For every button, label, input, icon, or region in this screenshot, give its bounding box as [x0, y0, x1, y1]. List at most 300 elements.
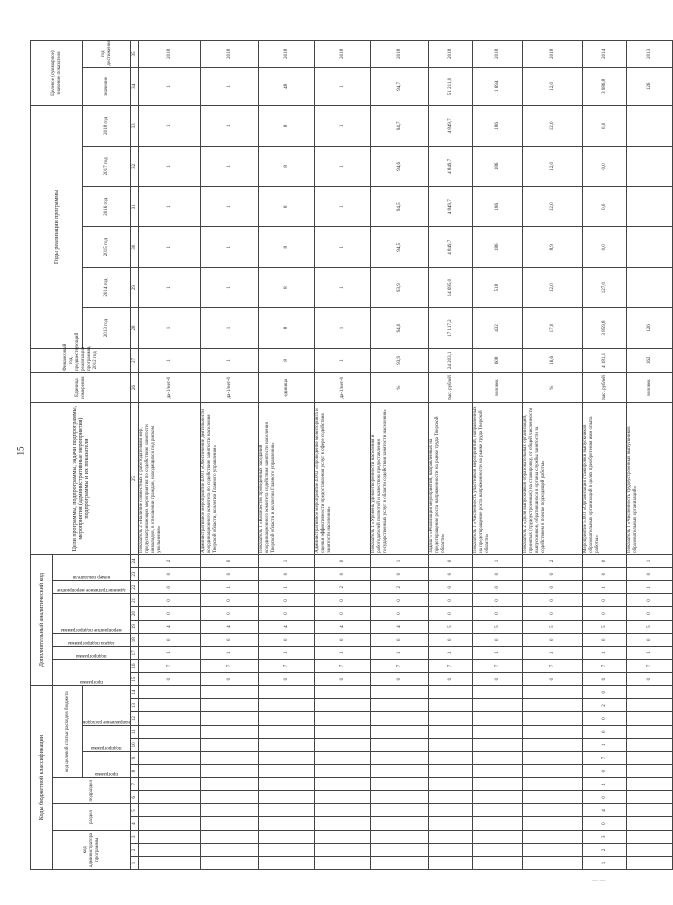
y2015-cell: 1 — [201, 227, 259, 267]
indicator-name-cell: Задача 5 «Реализация мероприятий, направленных на предотвращение роста напряженности на рынке труда Тверской области» — [429, 403, 473, 555]
header-extra-event: мероприятие подпрограммы — [53, 594, 131, 633]
header-extra-task: задача подпрограммы — [53, 633, 131, 646]
code-cell: 0 — [583, 686, 627, 699]
fin-cell: 1 — [139, 348, 201, 372]
code-cell: 1 — [315, 646, 371, 659]
column-index-cell: 9 — [131, 751, 139, 764]
code-cell: 0 — [627, 594, 673, 607]
y2014-cell: 1 — [139, 267, 201, 307]
header-extra-program: программа — [53, 659, 131, 685]
code-cell — [627, 778, 673, 791]
y2013-cell: 126 — [627, 308, 673, 348]
code-cell: 1 — [201, 646, 259, 659]
code-cell: 1 — [583, 778, 627, 791]
header-year-2013: 2013 год — [83, 308, 131, 348]
column-index-cell: 4 — [131, 817, 139, 830]
code-cell: 0 — [259, 594, 315, 607]
code-cell — [523, 791, 583, 804]
target-cell: 3 986,8 — [583, 67, 627, 105]
code-cell: 1 — [259, 646, 315, 659]
code-cell: 0 — [627, 673, 673, 686]
target-year-cell: 2018 — [201, 41, 259, 68]
code-cell — [259, 751, 315, 764]
code-cell — [523, 817, 583, 830]
unit-cell: да-1/нет-0 — [315, 372, 371, 402]
y2016-cell: 12,0 — [523, 187, 583, 227]
code-cell — [139, 738, 201, 751]
y2016-cell: 4 849,7 — [429, 187, 473, 227]
target-cell: 1 — [201, 67, 259, 105]
code-cell: 0 — [429, 594, 473, 607]
code-cell: 0 — [259, 633, 315, 646]
column-index-cell: 20 — [131, 607, 139, 620]
code-cell — [259, 699, 315, 712]
table-row — [201, 41, 259, 870]
code-cell — [429, 804, 473, 817]
column-index-cell: 28 — [131, 308, 139, 348]
code-cell — [627, 817, 673, 830]
code-cell: 1 — [583, 856, 627, 869]
y2017-cell: 4 849,7 — [429, 146, 473, 186]
code-cell: 0 — [473, 581, 523, 594]
code-cell: 1 — [259, 554, 315, 567]
y2017-cell: 12,0 — [523, 146, 583, 186]
code-cell: 1 — [473, 554, 523, 567]
code-cell — [371, 686, 429, 699]
code-cell: 0 — [627, 568, 673, 581]
indicator-name-cell: Показатель 1 «Уровень удовлетворенности населения и работодателей полнотой и качеством предоставления государственных услуг в области содействия занятости населения» — [371, 403, 429, 555]
header-csr: код целевой статьи расходов бюджета — [53, 686, 83, 778]
code-cell: 0 — [429, 568, 473, 581]
column-index-cell: 6 — [131, 791, 139, 804]
y2015-cell: 1 — [315, 227, 371, 267]
target-year-cell: 2018 — [315, 41, 371, 68]
code-cell — [429, 751, 473, 764]
target-year-cell: 2018 — [371, 41, 429, 68]
code-cell — [627, 725, 673, 738]
code-cell — [473, 712, 523, 725]
code-cell: 0 — [201, 568, 259, 581]
code-cell: 1 — [523, 646, 583, 659]
y2014-cell: 14 695,0 — [429, 267, 473, 307]
target-year-cell: 2018 — [429, 41, 473, 68]
code-cell — [429, 686, 473, 699]
column-index-cell: 30 — [131, 227, 139, 267]
y2018-cell: 186 — [473, 106, 523, 147]
y2014-cell: 8 — [259, 267, 315, 307]
column-index-cell: 17 — [131, 646, 139, 659]
unit-cell: % — [371, 372, 429, 402]
code-cell — [371, 738, 429, 751]
code-cell — [429, 817, 473, 830]
code-cell — [201, 712, 259, 725]
code-cell — [201, 804, 259, 817]
code-cell — [473, 856, 523, 869]
column-index-cell: 11 — [131, 725, 139, 738]
fin-cell: 4 181,1 — [583, 348, 627, 372]
y2017-cell: 1 — [139, 146, 201, 186]
indicator-name-cell: Показатель 1 «Количество проведенных заседаний координационного комитета содействия занятости населения Тверской области и коллегии Главного управления» — [259, 403, 315, 555]
code-cell: 1 — [627, 554, 673, 567]
y2017-cell: 8 — [259, 146, 315, 186]
code-cell — [201, 725, 259, 738]
code-cell — [371, 843, 429, 856]
code-cell: 1 — [429, 646, 473, 659]
unit-cell: да-1/нет-0 — [201, 372, 259, 402]
code-cell — [201, 765, 259, 778]
code-cell: 0 — [583, 791, 627, 804]
fin-cell: 1 — [315, 348, 371, 372]
code-cell — [429, 712, 473, 725]
unit-cell: тыс. рублей — [429, 372, 473, 402]
code-cell: 0 — [583, 817, 627, 830]
code-cell: 1 — [627, 581, 673, 594]
column-index-cell: 5 — [131, 804, 139, 817]
code-cell — [201, 686, 259, 699]
header-year-2018: 2018 год — [83, 106, 131, 147]
code-cell: 1 — [583, 646, 627, 659]
code-cell — [627, 751, 673, 764]
code-cell: 0 — [315, 554, 371, 567]
fin-cell: 162 — [627, 348, 673, 372]
code-cell: 0 — [371, 607, 429, 620]
unit-cell: человек — [627, 372, 673, 402]
target-cell: 1 — [315, 67, 371, 105]
code-cell: 0 — [429, 673, 473, 686]
header-year-2017: 2017 год — [83, 146, 131, 186]
y2017-cell — [627, 146, 673, 186]
header-additional-code: Дополнительный аналитический код — [31, 554, 53, 685]
code-cell — [315, 817, 371, 830]
header-fin-year: Финансовый год, предшествующий реализации программы, 2012 год — [31, 348, 131, 372]
code-cell: 0 — [523, 568, 583, 581]
y2016-cell: 94,5 — [371, 187, 429, 227]
code-cell — [473, 699, 523, 712]
code-cell: 4 — [583, 804, 627, 817]
indicator-name-cell: Показатель 1 «Численность трудоустроенных выпускников образовательных организаций» — [627, 403, 673, 555]
table-row — [429, 41, 473, 870]
header-program: программа — [83, 751, 131, 777]
code-cell: 2 — [371, 581, 429, 594]
column-index-cell: 32 — [131, 146, 139, 186]
code-cell — [259, 843, 315, 856]
y2016-cell: 1 — [201, 187, 259, 227]
fin-cell: 1 — [201, 348, 259, 372]
code-cell — [315, 791, 371, 804]
code-cell: 0 — [627, 633, 673, 646]
y2014-cell: 93,9 — [371, 267, 429, 307]
code-cell: 2 — [139, 554, 201, 567]
column-index-cell: 16 — [131, 659, 139, 672]
y2018-cell: 1 — [139, 106, 201, 147]
y2015-cell — [627, 227, 673, 267]
code-cell: 0 — [315, 633, 371, 646]
code-cell: 1 — [201, 581, 259, 594]
code-cell: 7 — [201, 659, 259, 672]
code-cell — [201, 843, 259, 856]
column-index-cell: 34 — [131, 67, 139, 105]
table-row — [371, 41, 429, 870]
code-cell — [523, 686, 583, 699]
column-index-cell: 3 — [131, 830, 139, 843]
code-cell: 7 — [583, 659, 627, 672]
code-cell — [429, 830, 473, 843]
code-cell: 0 — [139, 607, 201, 620]
target-year-cell: 2018 — [473, 41, 523, 68]
table-row — [583, 41, 627, 870]
code-cell: 0 — [315, 673, 371, 686]
code-cell: 4 — [139, 620, 201, 633]
code-cell — [315, 765, 371, 778]
code-cell: 4 — [259, 620, 315, 633]
column-index-cell: 19 — [131, 620, 139, 633]
code-cell — [371, 791, 429, 804]
header-year-2016: 2016 год — [83, 187, 131, 227]
code-cell — [139, 804, 201, 817]
y2014-cell: 1 — [315, 267, 371, 307]
code-cell — [315, 725, 371, 738]
code-cell — [201, 791, 259, 804]
code-cell: 0 — [315, 594, 371, 607]
code-cell: 0 — [473, 633, 523, 646]
code-cell: 0 — [583, 607, 627, 620]
target-year-cell: 2014 — [583, 41, 627, 68]
code-cell: 0 — [139, 633, 201, 646]
code-cell: 7 — [473, 659, 523, 672]
code-cell — [371, 830, 429, 843]
code-cell: 7 — [259, 659, 315, 672]
code-cell — [523, 778, 583, 791]
code-cell — [139, 791, 201, 804]
code-cell — [139, 686, 201, 699]
code-cell: 1 — [371, 554, 429, 567]
code-cell: 0 — [583, 712, 627, 725]
code-cell: 2 — [523, 554, 583, 567]
code-cell — [259, 778, 315, 791]
y2015-cell: 1 — [139, 227, 201, 267]
code-cell — [627, 791, 673, 804]
table-row — [473, 41, 523, 870]
code-cell — [259, 686, 315, 699]
code-cell — [259, 830, 315, 843]
target-year-cell: 2013 — [627, 41, 673, 68]
code-cell: 0 — [583, 673, 627, 686]
code-cell — [523, 765, 583, 778]
y2016-cell: 8 — [259, 187, 315, 227]
code-cell — [201, 751, 259, 764]
code-cell — [259, 804, 315, 817]
code-cell: 0 — [583, 725, 627, 738]
code-cell: 0 — [429, 581, 473, 594]
code-cell — [259, 765, 315, 778]
code-cell — [473, 791, 523, 804]
y2015-cell: 186 — [473, 227, 523, 267]
y2013-cell: 1 — [315, 308, 371, 348]
y2016-cell: 1 — [315, 187, 371, 227]
y2016-cell — [627, 187, 673, 227]
code-cell: 0 — [473, 568, 523, 581]
code-cell — [315, 804, 371, 817]
y2014-cell: 12,0 — [523, 267, 583, 307]
indicator-name-cell: Показатель 2 «Доля выпускников образовательных организаций, принятых (трудоустроенных) на стажировку, от общей численности выпускников, обратившихся в органы службы занятости за содействием в поиске подходящей работы» — [523, 403, 583, 555]
indicator-name-cell: Показатель 2 «Наличие совместных с работодателями мер, предусматривающих мероприятия по содействию занятости инвалидов, в отношении граждан, находящихся под риском увольнения» — [139, 403, 201, 555]
code-cell — [627, 856, 673, 869]
code-cell: 2 — [583, 699, 627, 712]
code-cell: 0 — [523, 594, 583, 607]
code-cell: 0 — [315, 607, 371, 620]
code-cell — [627, 765, 673, 778]
code-cell: 0 — [201, 633, 259, 646]
code-cell — [139, 725, 201, 738]
code-cell: 0 — [371, 568, 429, 581]
code-cell — [473, 725, 523, 738]
y2018-cell: 1 — [315, 106, 371, 147]
code-cell: 1 — [259, 581, 315, 594]
y2018-cell — [627, 106, 673, 147]
code-cell — [139, 843, 201, 856]
column-index-cell: 24 — [131, 554, 139, 567]
y2016-cell: 186 — [473, 187, 523, 227]
y2017-cell: 1 — [201, 146, 259, 186]
code-cell: 5 — [583, 620, 627, 633]
code-cell — [315, 712, 371, 725]
fin-cell: 24 203,1 — [429, 348, 473, 372]
code-cell — [627, 712, 673, 725]
indicator-name-cell: Административное мероприятие 4.002 «Проведение мониторинга и оценки эффективности предоставления услуг в сфере содействия занятости населения» — [315, 403, 371, 555]
column-index-cell: 33 — [131, 106, 139, 147]
code-cell — [627, 738, 673, 751]
code-cell — [371, 817, 429, 830]
column-index-cell: 7 — [131, 778, 139, 791]
code-cell — [139, 778, 201, 791]
target-cell: 12,0 — [523, 67, 583, 105]
code-cell — [259, 856, 315, 869]
code-cell: 0 — [473, 607, 523, 620]
code-cell — [139, 856, 201, 869]
code-cell: 7 — [583, 751, 627, 764]
code-cell — [315, 751, 371, 764]
column-index-cell: 23 — [131, 568, 139, 581]
y2018-cell: 94,7 — [371, 106, 429, 147]
code-cell: 0 — [473, 673, 523, 686]
y2016-cell: 0,0 — [583, 187, 627, 227]
code-cell: 0 — [583, 633, 627, 646]
indicator-name-cell: Мероприятие 5.001 «Организация стажировки выпускников образовательных организаций в целях приобретения ими опыта работы» — [583, 403, 627, 555]
table-row — [259, 41, 315, 870]
target-cell: 1 — [139, 67, 201, 105]
code-cell: 7 — [429, 659, 473, 672]
column-index-cell: 26 — [131, 372, 139, 402]
code-cell — [371, 699, 429, 712]
y2015-cell: 94,5 — [371, 227, 429, 267]
y2018-cell: 12,0 — [523, 106, 583, 147]
table-row — [315, 41, 371, 870]
code-cell — [315, 699, 371, 712]
column-index-cell: 8 — [131, 765, 139, 778]
code-cell: 0 — [429, 554, 473, 567]
unit-cell: единица — [259, 372, 315, 402]
header-target-value: значение — [83, 67, 131, 105]
target-cell: 1 694 — [473, 67, 523, 105]
code-cell: 0 — [583, 594, 627, 607]
header-year-2015: 2015 год — [83, 227, 131, 267]
code-cell — [523, 699, 583, 712]
code-cell — [429, 738, 473, 751]
header-subprogram: подпрограмма — [83, 725, 131, 751]
header-section: раздел — [53, 804, 131, 830]
y2014-cell: 1 — [201, 267, 259, 307]
code-cell: 0 — [429, 607, 473, 620]
code-cell: 0 — [429, 633, 473, 646]
column-index-cell: 27 — [131, 348, 139, 372]
scan-marks: — — — [592, 878, 606, 884]
code-cell — [201, 778, 259, 791]
code-cell — [429, 699, 473, 712]
column-index-cell: 25 — [131, 403, 139, 555]
code-cell: 1 — [583, 738, 627, 751]
code-cell — [259, 725, 315, 738]
code-cell: 0 — [259, 607, 315, 620]
fin-cell: 93,9 — [371, 348, 429, 372]
code-cell — [473, 843, 523, 856]
y2018-cell: 4 849,7 — [429, 106, 473, 147]
y2015-cell: 8 — [259, 227, 315, 267]
code-cell: 5 — [523, 620, 583, 633]
column-index-cell: 15 — [131, 673, 139, 686]
code-cell — [429, 856, 473, 869]
code-cell — [371, 751, 429, 764]
code-cell — [315, 686, 371, 699]
code-cell: 0 — [315, 568, 371, 581]
fin-cell: 16,6 — [523, 348, 583, 372]
program-indicators-table — [30, 40, 673, 870]
code-cell: 4 — [315, 620, 371, 633]
header-extra-admin-event: административное мероприятие — [53, 581, 131, 594]
code-cell: 0 — [583, 554, 627, 567]
code-cell — [201, 738, 259, 751]
code-cell: 0 — [583, 568, 627, 581]
code-cell — [371, 712, 429, 725]
code-cell: 7 — [627, 659, 673, 672]
column-index-cell: 22 — [131, 581, 139, 594]
code-cell: 0 — [139, 673, 201, 686]
code-cell: 0 — [259, 568, 315, 581]
y2015-cell: 0,0 — [583, 227, 627, 267]
target-cell: 48 — [259, 67, 315, 105]
code-cell — [315, 778, 371, 791]
unit-cell: % — [523, 372, 583, 402]
code-cell: 3 — [583, 830, 627, 843]
code-cell — [429, 725, 473, 738]
indicator-name-cell: Административное мероприятие 4.001 «Обеспечение деятельности координационного комитета по содействию занятости населения Тверской области, коллегии Главного управления» — [201, 403, 259, 555]
code-cell: 0 — [371, 594, 429, 607]
table-row — [627, 41, 673, 870]
code-cell: 0 — [201, 554, 259, 567]
code-cell — [371, 765, 429, 778]
code-cell: 1 — [371, 646, 429, 659]
column-index-cell: 2 — [131, 843, 139, 856]
header-budget-codes: Коды бюджетной классификации — [31, 686, 53, 870]
y2013-cell: 8 — [259, 308, 315, 348]
column-index-cell: 1 — [131, 856, 139, 869]
code-cell — [627, 830, 673, 843]
fin-cell: 608 — [473, 348, 523, 372]
code-cell — [523, 856, 583, 869]
code-cell — [523, 804, 583, 817]
target-year-cell: 2018 — [259, 41, 315, 68]
header-target: Целевое (суммарное) значение показателя — [31, 41, 83, 106]
code-cell: 0 — [371, 673, 429, 686]
